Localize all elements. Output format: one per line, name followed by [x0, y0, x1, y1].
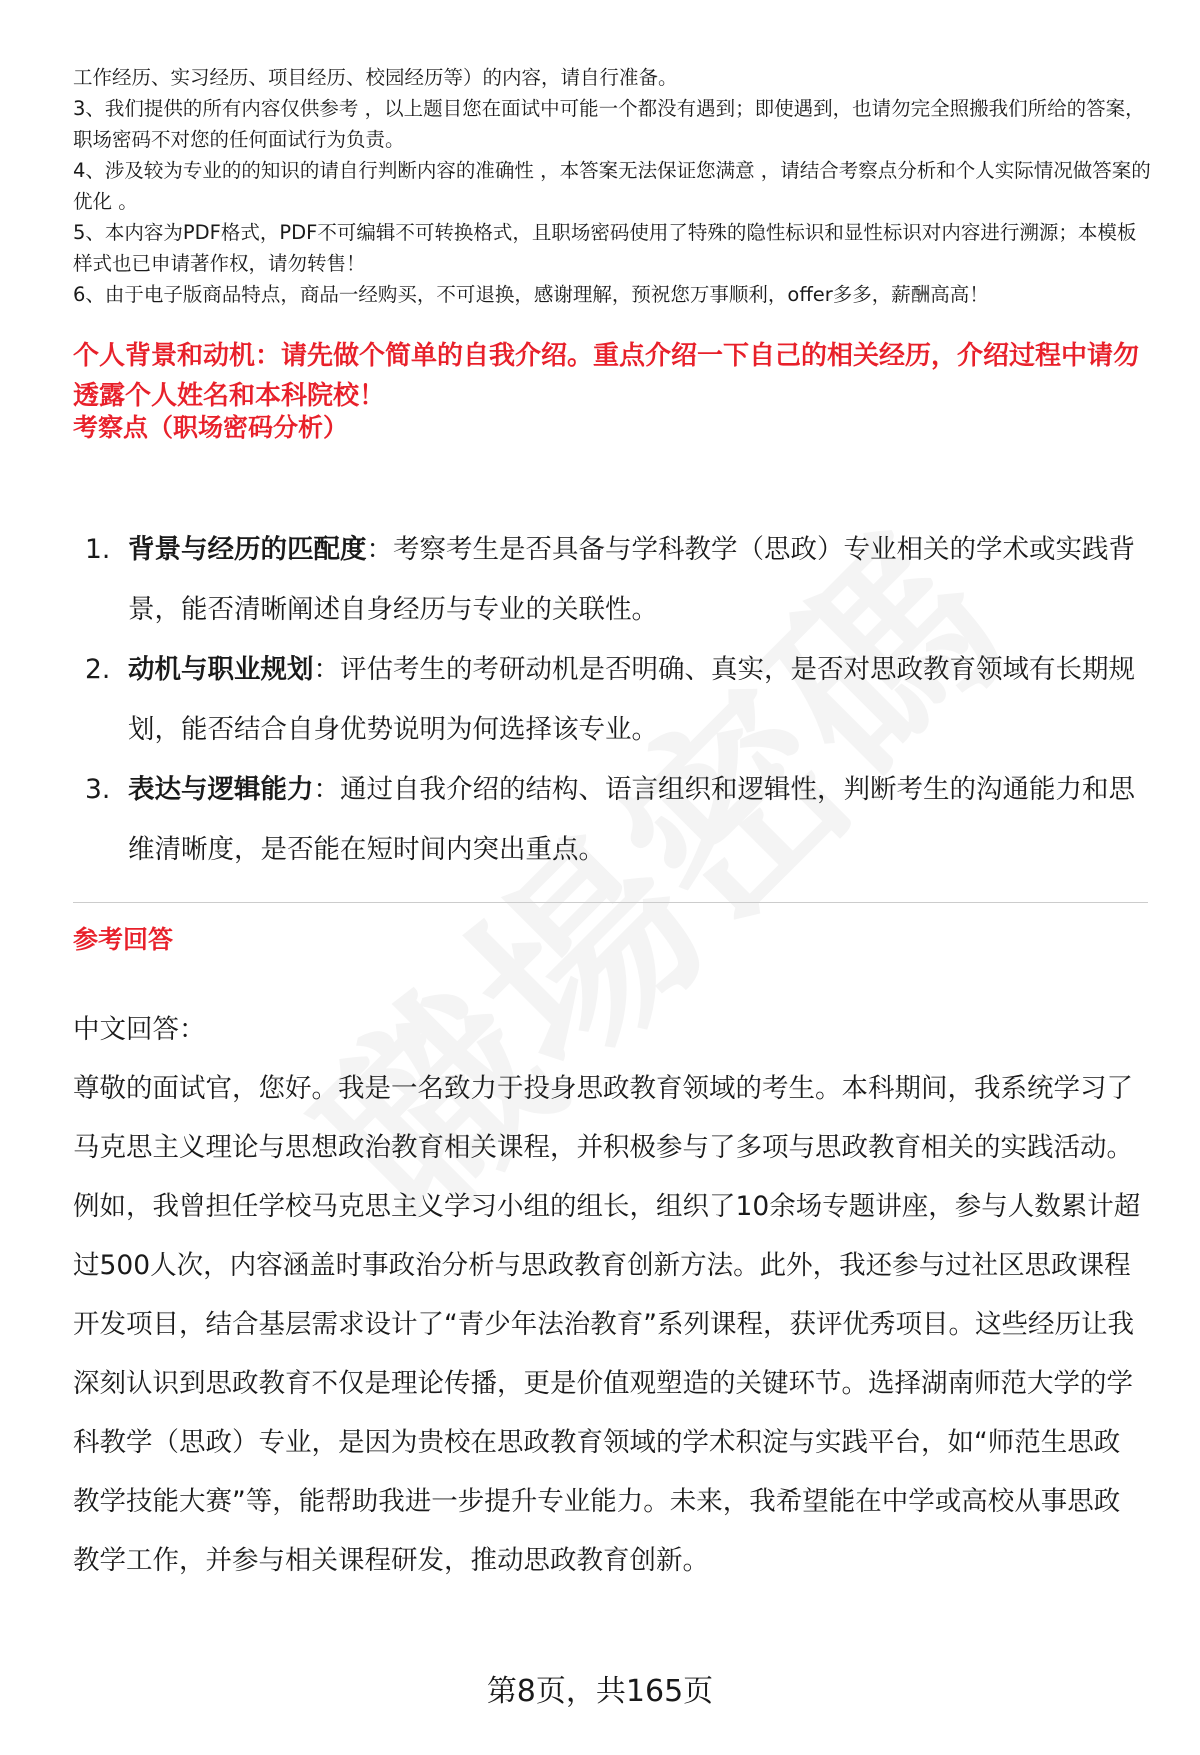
answer-heading: 参考回答: [73, 925, 174, 954]
analysis-points: [73, 520, 1143, 880]
note: 6、由于电子版商品特点，商品一经购买，不可退换，感谢理解，预祝您万事顺利，offer多多，薪酬高高！: [73, 283, 989, 306]
item-title: 表达与逻辑能力: [128, 774, 314, 805]
analysis-heading: 考察点（职场密码分析）: [73, 413, 349, 442]
list-item: [73, 520, 1143, 640]
note: 3、我们提供的所有内容仅供参考 ，以上题目您在面试中可能一个都没有遇到；即使遇到，也请勿完全照搬我们所给的答案，职场密码不对您的任何面试行为负责。: [73, 97, 1145, 151]
list-item: [73, 640, 1143, 760]
item-text: ：评估考生的考研动机是否明确、真实，是否对思政教育领域有长期规划，能否结合自身优势说明为何选择该专业。: [128, 654, 1135, 745]
disclaimer-notes: [73, 62, 1153, 310]
answer-body: [73, 1000, 1143, 1590]
item-number: 1.: [85, 534, 111, 565]
item-text: ：考察考生是否具备与学科教学（思政）专业相关的学术或实践背景，能否清晰阐述自身经历与专业的关联性。: [128, 534, 1135, 625]
list-item: [73, 760, 1143, 880]
answer-text: 尊敬的面试官，您好。我是一名致力于投身思政教育领域的考生。本科期间，我系统学习了马克思主义理论与思想政治教育相关课程，并积极参与了多项与思政教育相关的实践活动。例如，我曾担任学校马克思主义学习小组的组长，组织了10余场专题讲座，参与人数累计超过500人次，内容涵盖时事政治分析与思政教育创新方法。此外，我还参与过社区思政课程开发项目，结合基层需求设计了“青少年法治教育”系列课程，获评优秀项目。这些经历让我深刻认识到思政教育不仅是理论传播，更是价值观塑造的关键环节。选择湖南师范大学的学科教学（思政）专业，是因为贵校在思政教育领域的学术积淀与实践平台，如“师范生思政教学技能大赛”等，能帮助我进一步提升专业能力。未来，我希望能在中学或高校从事思政教学工作，并参与相关课程研发，推动思政教育创新。: [73, 1073, 1141, 1576]
item-number: 2.: [85, 654, 111, 685]
note: 工作经历、实习经历、项目经历、校园经历等）的内容，请自行准备。: [73, 66, 678, 89]
item-title: 动机与职业规划: [128, 654, 314, 685]
note: 5、本内容为PDF格式，PDF不可编辑不可转换格式，且职场密码使用了特殊的隐性标识和显性标识对内容进行溯源；本模板样式也已申请著作权，请勿转售！: [73, 221, 1137, 275]
divider: [73, 902, 1148, 903]
item-text: ：通过自我介绍的结构、语言组织和逻辑性，判断考生的沟通能力和思维清晰度，是否能在短时间内突出重点。: [128, 774, 1135, 865]
answer-label: 中文回答：: [73, 1014, 206, 1045]
question-heading: 个人背景和动机：请先做个简单的自我介绍。重点介绍一下自己的相关经历，介绍过程中请勿透露个人姓名和本科院校！: [73, 341, 1140, 411]
item-title: 背景与经历的匹配度: [128, 534, 367, 565]
note: 4、涉及较为专业的的知识的请自行判断内容的准确性 ，本答案无法保证您满意 ，请结合考察点分析和个人实际情况做答案的优化 。: [73, 159, 1151, 213]
page-number: 第8页，共165页: [486, 1674, 714, 1709]
item-number: 3.: [85, 774, 111, 805]
